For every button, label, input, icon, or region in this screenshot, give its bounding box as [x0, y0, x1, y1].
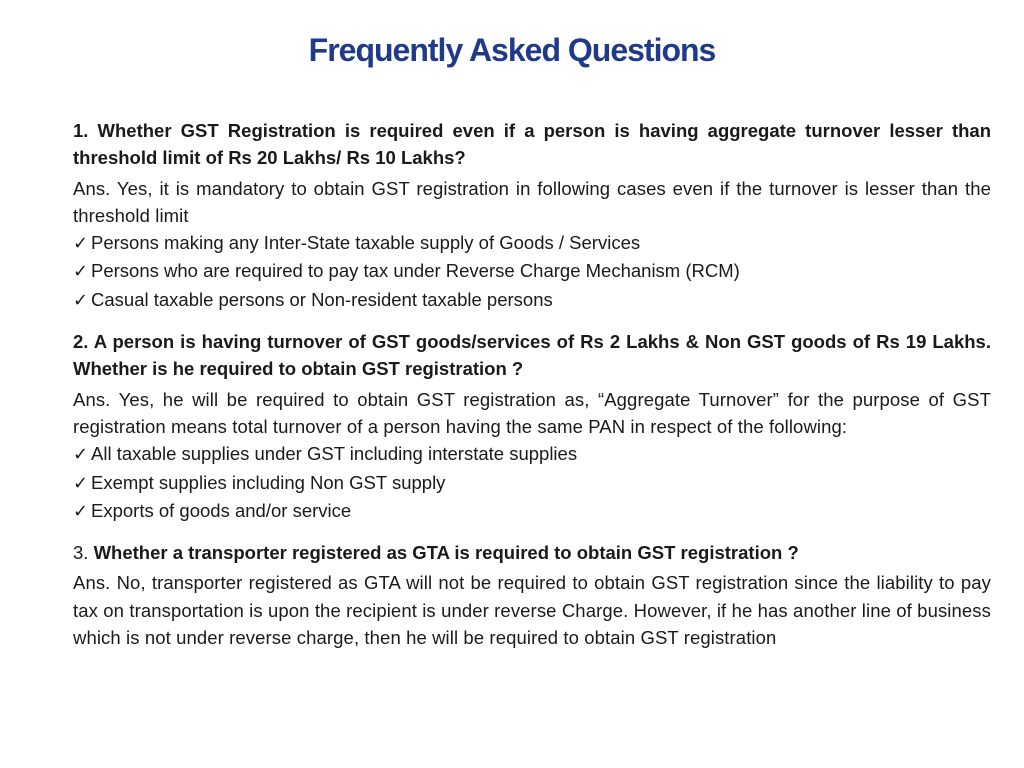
list-item	[73, 229, 991, 257]
checkmark-icon: ✓	[73, 261, 89, 282]
faq-question-text: Whether a transporter registered as GTA is required to obtain GST registration ?	[93, 542, 799, 564]
checkmark-icon: ✓	[73, 289, 89, 310]
list-item-text: Exempt supplies including Non GST supply	[91, 471, 446, 493]
checkmark-icon: ✓	[73, 444, 89, 465]
list-item-text: Exports of goods and/or service	[91, 499, 352, 521]
faq-list	[73, 229, 991, 314]
faq-number: 3.	[73, 542, 89, 564]
faq-question: 2. A person is having turnover of GST goods/services of Rs 2 Lakhs & Non GST goods of Rs 19 Lakhs. Whether is he required to obtain GST registration ?	[73, 331, 991, 380]
list-item	[73, 469, 991, 497]
list-item-text: All taxable supplies under GST including interstate supplies	[91, 443, 578, 465]
faq-question: 1. Whether GST Registration is required even if a person is having aggregate turnover lesser than threshold limit of Rs 20 Lakhs/ Rs 10 Lakhs?	[73, 120, 991, 169]
list-item	[73, 497, 991, 525]
list-item-text: Persons making any Inter-State taxable supply of Goods / Services	[91, 232, 641, 254]
faq-answer: Ans. Yes, it is mandatory to obtain GST registration in following cases even if the turnover is lesser than the threshold limit	[73, 177, 991, 226]
list-item	[73, 257, 991, 285]
faq-answer: Ans. Yes, he will be required to obtain GST registration as, “Aggregate Turnover” for the purpose of GST registration means total turnover of a person having the same PAN in respect of the following:	[73, 388, 991, 437]
list-item-text: Casual taxable persons or Non-resident taxable persons	[91, 288, 553, 310]
faq-2	[73, 328, 991, 525]
faq-question	[73, 539, 991, 566]
checkmark-icon: ✓	[73, 472, 89, 493]
faq-1	[73, 117, 991, 314]
list-item	[73, 286, 991, 314]
checkmark-icon: ✓	[73, 500, 89, 521]
faq-3	[73, 539, 991, 651]
faq-content	[73, 117, 991, 665]
list-item-text: Persons who are required to pay tax under Reverse Charge Mechanism (RCM)	[91, 260, 740, 282]
faq-answer: Ans. No, transporter registered as GTA will not be required to obtain GST registration since the liability to pay tax on transportation is upon the recipient is under reverse Charge. However, if he has another line of business which is not under reverse charge, then he will be required to obtain GST registration	[73, 572, 991, 649]
faq-list	[73, 440, 991, 525]
page-title: Frequently Asked Questions	[308, 32, 716, 68]
list-item	[73, 440, 991, 468]
checkmark-icon: ✓	[73, 233, 89, 254]
